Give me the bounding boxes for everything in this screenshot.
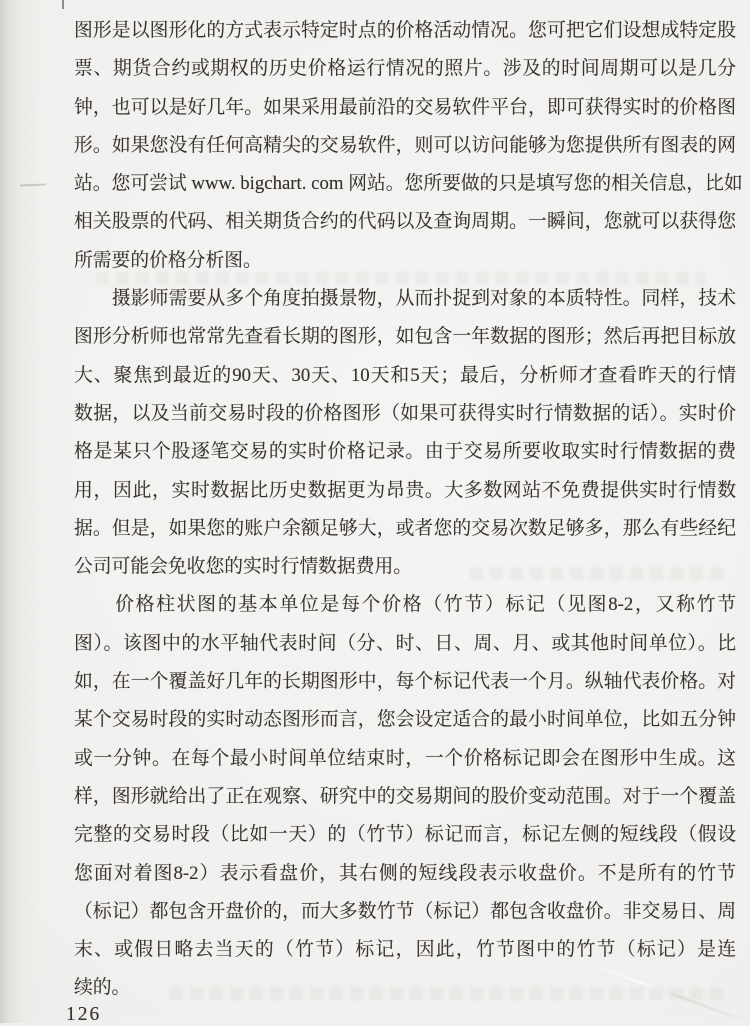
paragraph <box>74 280 736 586</box>
text-line: 图形是以图形化的方式表示特定时点的价格活动情况。您可把它们设想成特定股 <box>74 20 736 41</box>
text-line: 用，因此，实时数据比历史数据更为昂贵。大多数网站不免费提供实时行情数 <box>74 479 736 501</box>
text-line: 格是某只个股逐笔交易的实时价格记录。由于交易所要收取实时行情数据的费 <box>74 441 736 463</box>
text-line: 公司可能会免收您的实时行情数据费用。 <box>74 556 413 578</box>
text-line: 续的。 <box>74 977 131 999</box>
text-line: 图）。该图中的水平轴代表时间（分、时、日、周、月、或其他时间单位）。比 <box>74 632 736 654</box>
text-line: 您面对着图8-2）表示看盘价，其右侧的短线段表示收盘价。不是所有的竹节 <box>74 862 736 884</box>
text-line: 图形分析师也常常先查看长期的图形，如包含一年数据的图形；然后再把目标放 <box>74 326 736 348</box>
showthrough-artifact <box>96 272 706 285</box>
text-line: （标记）都包含开盘价的，而大多数竹节（标记）都包含收盘价。非交易日、周 <box>74 900 736 922</box>
text-line: 价格柱状图的基本单位是每个价格（竹节）标记（见图8-2，又称竹节 <box>74 594 736 616</box>
text-line: 大、聚焦到最近的90天、30天、10天和5天；最后，分析师才查看昨天的行情 <box>74 364 736 386</box>
paragraph <box>74 12 743 280</box>
paragraph <box>74 586 736 1007</box>
page-body <box>74 12 743 1008</box>
text-line: 钟，也可以是好几年。如果采用最前沿的交易软件平台，即可获得实时的价格图 <box>74 96 736 118</box>
text-line: 所需要的价格分析图。 <box>74 249 262 271</box>
text-line: 或一分钟。在每个最小时间单位结束时，一个价格标记即会在图形中生成。这 <box>74 747 736 769</box>
text-line: 样，图形就给出了正在观察、研究中的交易期间的股价变动范围。对于一个覆盖 <box>74 785 736 807</box>
text-line: 数据，以及当前交易时段的价格图形（如果可获得实时行情数据的话）。实时价 <box>74 402 736 424</box>
page-number: 126 <box>66 1004 102 1025</box>
text-line: 摄影师需要从多个角度拍摄景物，从而扑捉到对象的本质特性。同样，技术 <box>74 288 736 310</box>
showthrough-artifact <box>470 567 725 580</box>
text-line: 形。如果您没有任何高精尖的交易软件，则可以访问能够为您提供所有图表的网 <box>74 134 736 156</box>
text-line: 末、或假日略去当天的（竹节）标记，因此，竹节图中的竹节（标记）是连 <box>74 939 736 961</box>
text-line: 完整的交易时段（比如一天）的（竹节）标记而言，标记左侧的短线段（假设 <box>74 824 736 846</box>
showthrough-artifact <box>170 987 725 1000</box>
text-line: 站。您可尝试 www. bigchart. com 网站。您所要做的只是填写您的相关信息，比如 <box>74 173 743 195</box>
text-line: 某个交易时段的实时动态图形而言，您会设定适合的最小时间单位，比如五分钟 <box>74 709 736 731</box>
scan-artifact-tick <box>62 0 64 9</box>
text-line: 如，在一个覆盖好几年的长期图形中，每个标记代表一个月。纵轴代表价格。对 <box>74 671 736 693</box>
text-line: 据。但是，如果您的账户余额足够大，或者您的交易次数足够多，那么有些经纪 <box>74 517 736 539</box>
text-line: 票、期货合约或期权的历史价格运行情况的照片。涉及的时间周期可以是几分 <box>74 58 736 80</box>
text-line: 相关股票的代码、相关期货合约的代码以及查询周期。一瞬间，您就可以获得您 <box>74 211 736 233</box>
scan-gutter-shadow <box>0 0 42 1023</box>
